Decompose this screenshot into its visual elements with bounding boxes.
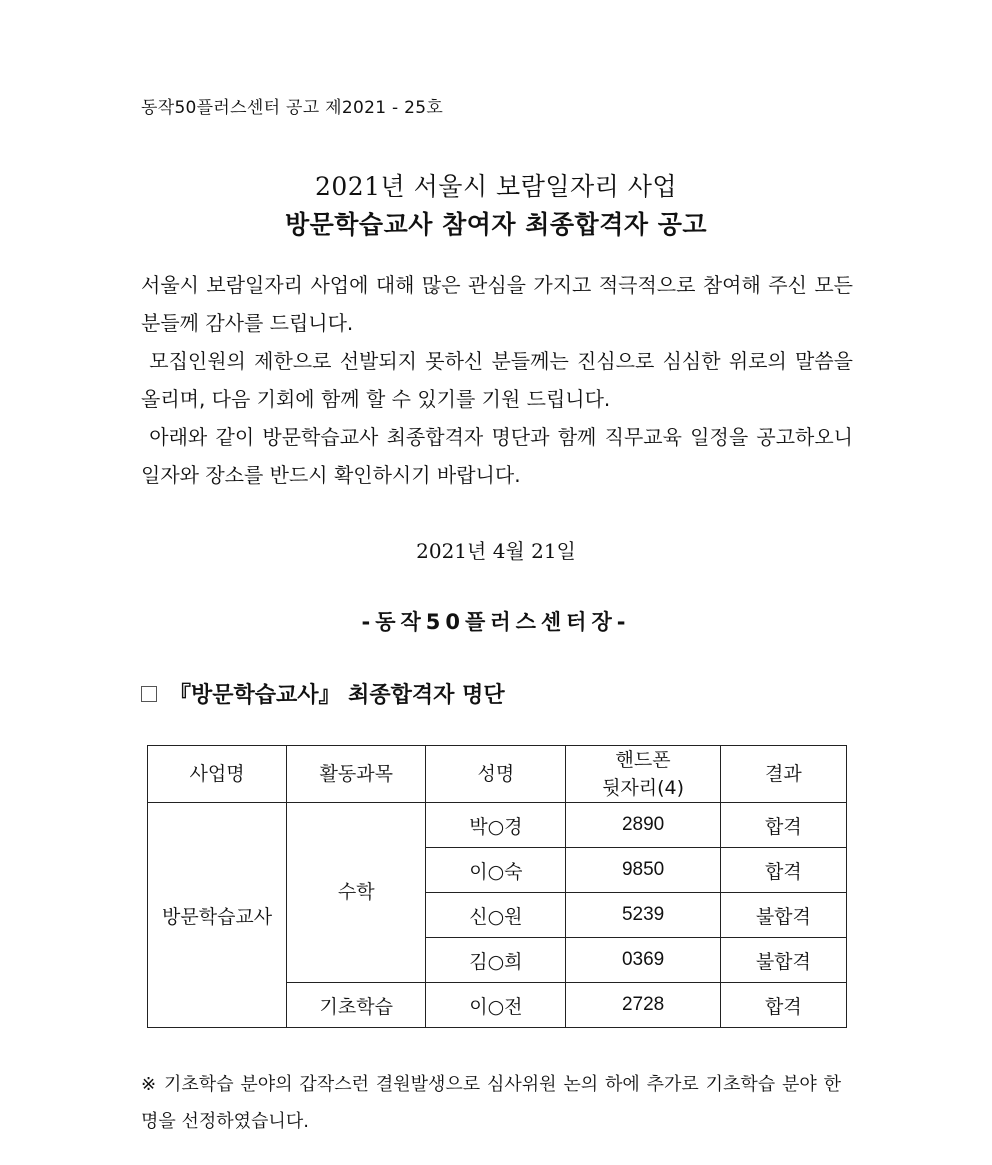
cell-phone: 5239	[566, 893, 720, 938]
cell-phone: 2890	[566, 803, 720, 848]
body-paragraph-3: 아래와 같이 방문학습교사 최종합격자 명단과 함께 직무교육 일정을 공고하오니 일자와 장소를 반드시 확인하시기 바랍니다.	[141, 425, 860, 487]
body-paragraph-1: 서울시 보람일자리 사업에 대해 많은 관심을 가지고 적극적으로 참여해 주신 모든 분들께 감사를 드립니다.	[141, 273, 853, 335]
header-phone-line1: 핸드폰	[615, 749, 671, 771]
cell-subject-basic: 기초학습	[287, 983, 426, 1028]
header-subject: 활동과목	[287, 746, 426, 803]
header-phone	[566, 746, 720, 803]
cell-phone: 2728	[566, 983, 720, 1028]
cell-name: 신○원	[426, 893, 566, 938]
cell-phone: 9850	[566, 848, 720, 893]
result-table	[147, 745, 847, 1028]
header-result: 결과	[720, 746, 846, 803]
notice-date: 2021년 4월 21일	[416, 539, 576, 563]
body-text	[141, 266, 860, 494]
title-line-2: 방문학습교사 참여자 최종합격자 공고	[284, 210, 707, 239]
header-phone-line2: 뒷자리(4)	[602, 777, 685, 799]
body-paragraph-2: 모집인원의 제한으로 선발되지 못하신 분들께는 진심으로 심심한 위로의 말씀을 올리며, 다음 기회에 함께 할 수 있기를 기원 드립니다.	[141, 349, 860, 411]
checkbox-icon	[141, 686, 157, 702]
cell-name: 이○숙	[426, 848, 566, 893]
header-name: 성명	[426, 746, 566, 803]
cell-name: 김○희	[426, 938, 566, 983]
table-row	[148, 803, 847, 848]
section-heading-text: 『방문학습교사』 최종합격자 명단	[169, 683, 505, 708]
title-line-1: 2021년 서울시 보람일자리 사업	[314, 172, 678, 201]
cell-name: 이○전	[426, 983, 566, 1028]
cell-result: 불합격	[720, 893, 846, 938]
cell-result: 합격	[720, 983, 846, 1028]
cell-name: 박○경	[426, 803, 566, 848]
header-program: 사업명	[148, 746, 287, 803]
cell-result: 합격	[720, 803, 846, 848]
signature: -동작50플러스센터장-	[361, 610, 631, 634]
table-header-row	[148, 746, 847, 803]
footnote	[141, 1066, 841, 1140]
cell-result: 합격	[720, 848, 846, 893]
section-heading	[141, 678, 505, 709]
notice-number: 동작50플러스센터 공고 제2021 - 25호	[141, 98, 444, 118]
cell-result: 불합격	[720, 938, 846, 983]
cell-subject-math: 수학	[287, 803, 426, 983]
cell-program: 방문학습교사	[148, 803, 287, 1028]
cell-phone: 0369	[566, 938, 720, 983]
footnote-text: ※ 기초학습 분야의 갑작스런 결원발생으로 심사위원 논의 하에 추가로 기초학습 분야 한명을 선정하였습니다.	[141, 1074, 841, 1132]
